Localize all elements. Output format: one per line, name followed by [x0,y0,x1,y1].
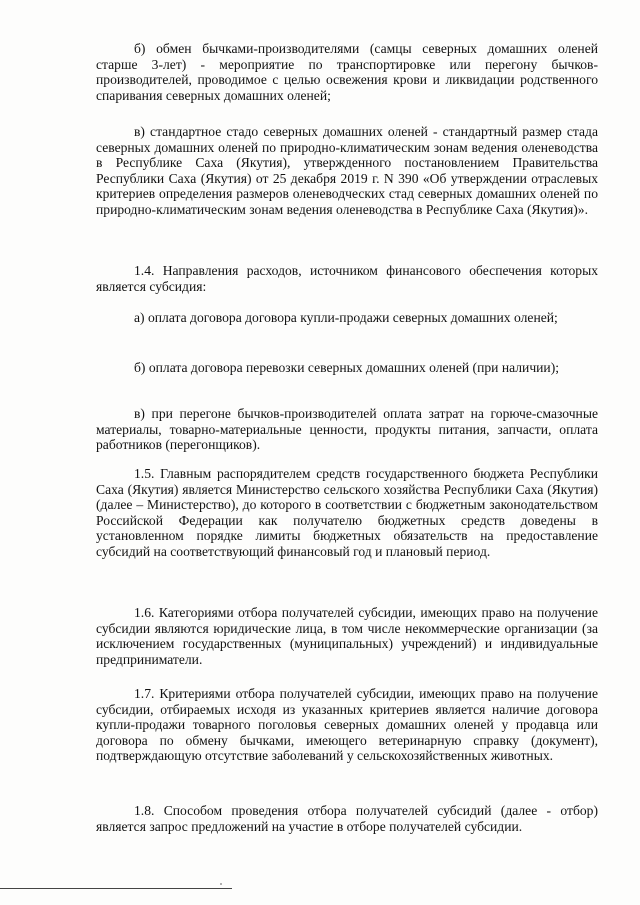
paragraph-expense-c: в) при перегоне бычков-производителей оплата затрат на горюче-смазочные материалы, товарно-материальные ценности, продукты питания, запчасти, оплата работников (перегонщиков). [96,406,598,453]
paragraph-1-4-expense-directions: 1.4. Направления расходов, источником финансового обеспечения которых является субсидия: [96,263,598,294]
paragraph-expense-b: б) оплата договора перевозки северных домашних оленей (при наличии); [134,360,560,375]
paragraph-1-6-selection-categories: 1.6. Категориями отбора получателей субсидии, имеющих право на получение субсидии являются юридические лица, в том числе некоммерческие организации (за исключением государственных (муниципальных) учреждений) и индивидуальные предприниматели. [96,605,598,667]
paragraph-expense-a: а) оплата договора договора купли-продажи северных домашних оленей; [134,310,558,325]
footnote-divider [0,888,232,889]
scan-artifact [220,883,222,885]
paragraph-bull-exchange: б) обмен бычками-производителями (самцы северных домашних оленей старше 3-лет) - мероприятие по транспортировке или перегону бычков-производителей, проводимое с целью освежения крови и ликвидации родственного спаривания северных домашних оленей; [96,41,598,103]
paragraph-1-8-selection-method: 1.8. Способом проведения отбора получателей субсидий (далее - отбор) является запрос предложений на участие в отборе получателей субсидии. [96,803,598,834]
paragraph-1-5-chief-administrator: 1.5. Главным распорядителем средств государственного бюджета Республики Саха (Якутия) является Министерство сельского хозяйства Республики Саха (Якутия) (далее – Министерство), до которого в соответствии с бюджетным законодательством Российской Федерации как получателю бюджетных средств доведены в установленном порядке лимиты бюджетных обязательств на предоставление субсидий на соответствующий финансовый год и плановый период. [96,466,598,559]
paragraph-standard-herd: в) стандартное стадо северных домашних оленей - стандартный размер стада северных домашних оленей по природно-климатическим зонам ведения оленеводства в Республике Саха (Якутия), утвержденного постановлением Правительства Республики Саха (Якутия) от 25 декабря 2019 г. N 390 «Об утверждении отраслевых критериев определения размеров оленеводческих стад северных домашних оленей по природно-климатическим зонам ведения оленеводства в Республике Саха (Якутия)». [96,124,598,217]
paragraph-1-7-selection-criteria: 1.7. Критериями отбора получателей субсидии, имеющих право на получение субсидии, отбираемых исходя из указанных критериев является наличие договора купли-продажи товарного поголовья северных домашних оленей у продавца или договора по обмену бычками, имеющего ветеринарную справку (документ), подтверждающую отсутствие заболеваний у сельскохозяйственных животных. [96,686,598,764]
